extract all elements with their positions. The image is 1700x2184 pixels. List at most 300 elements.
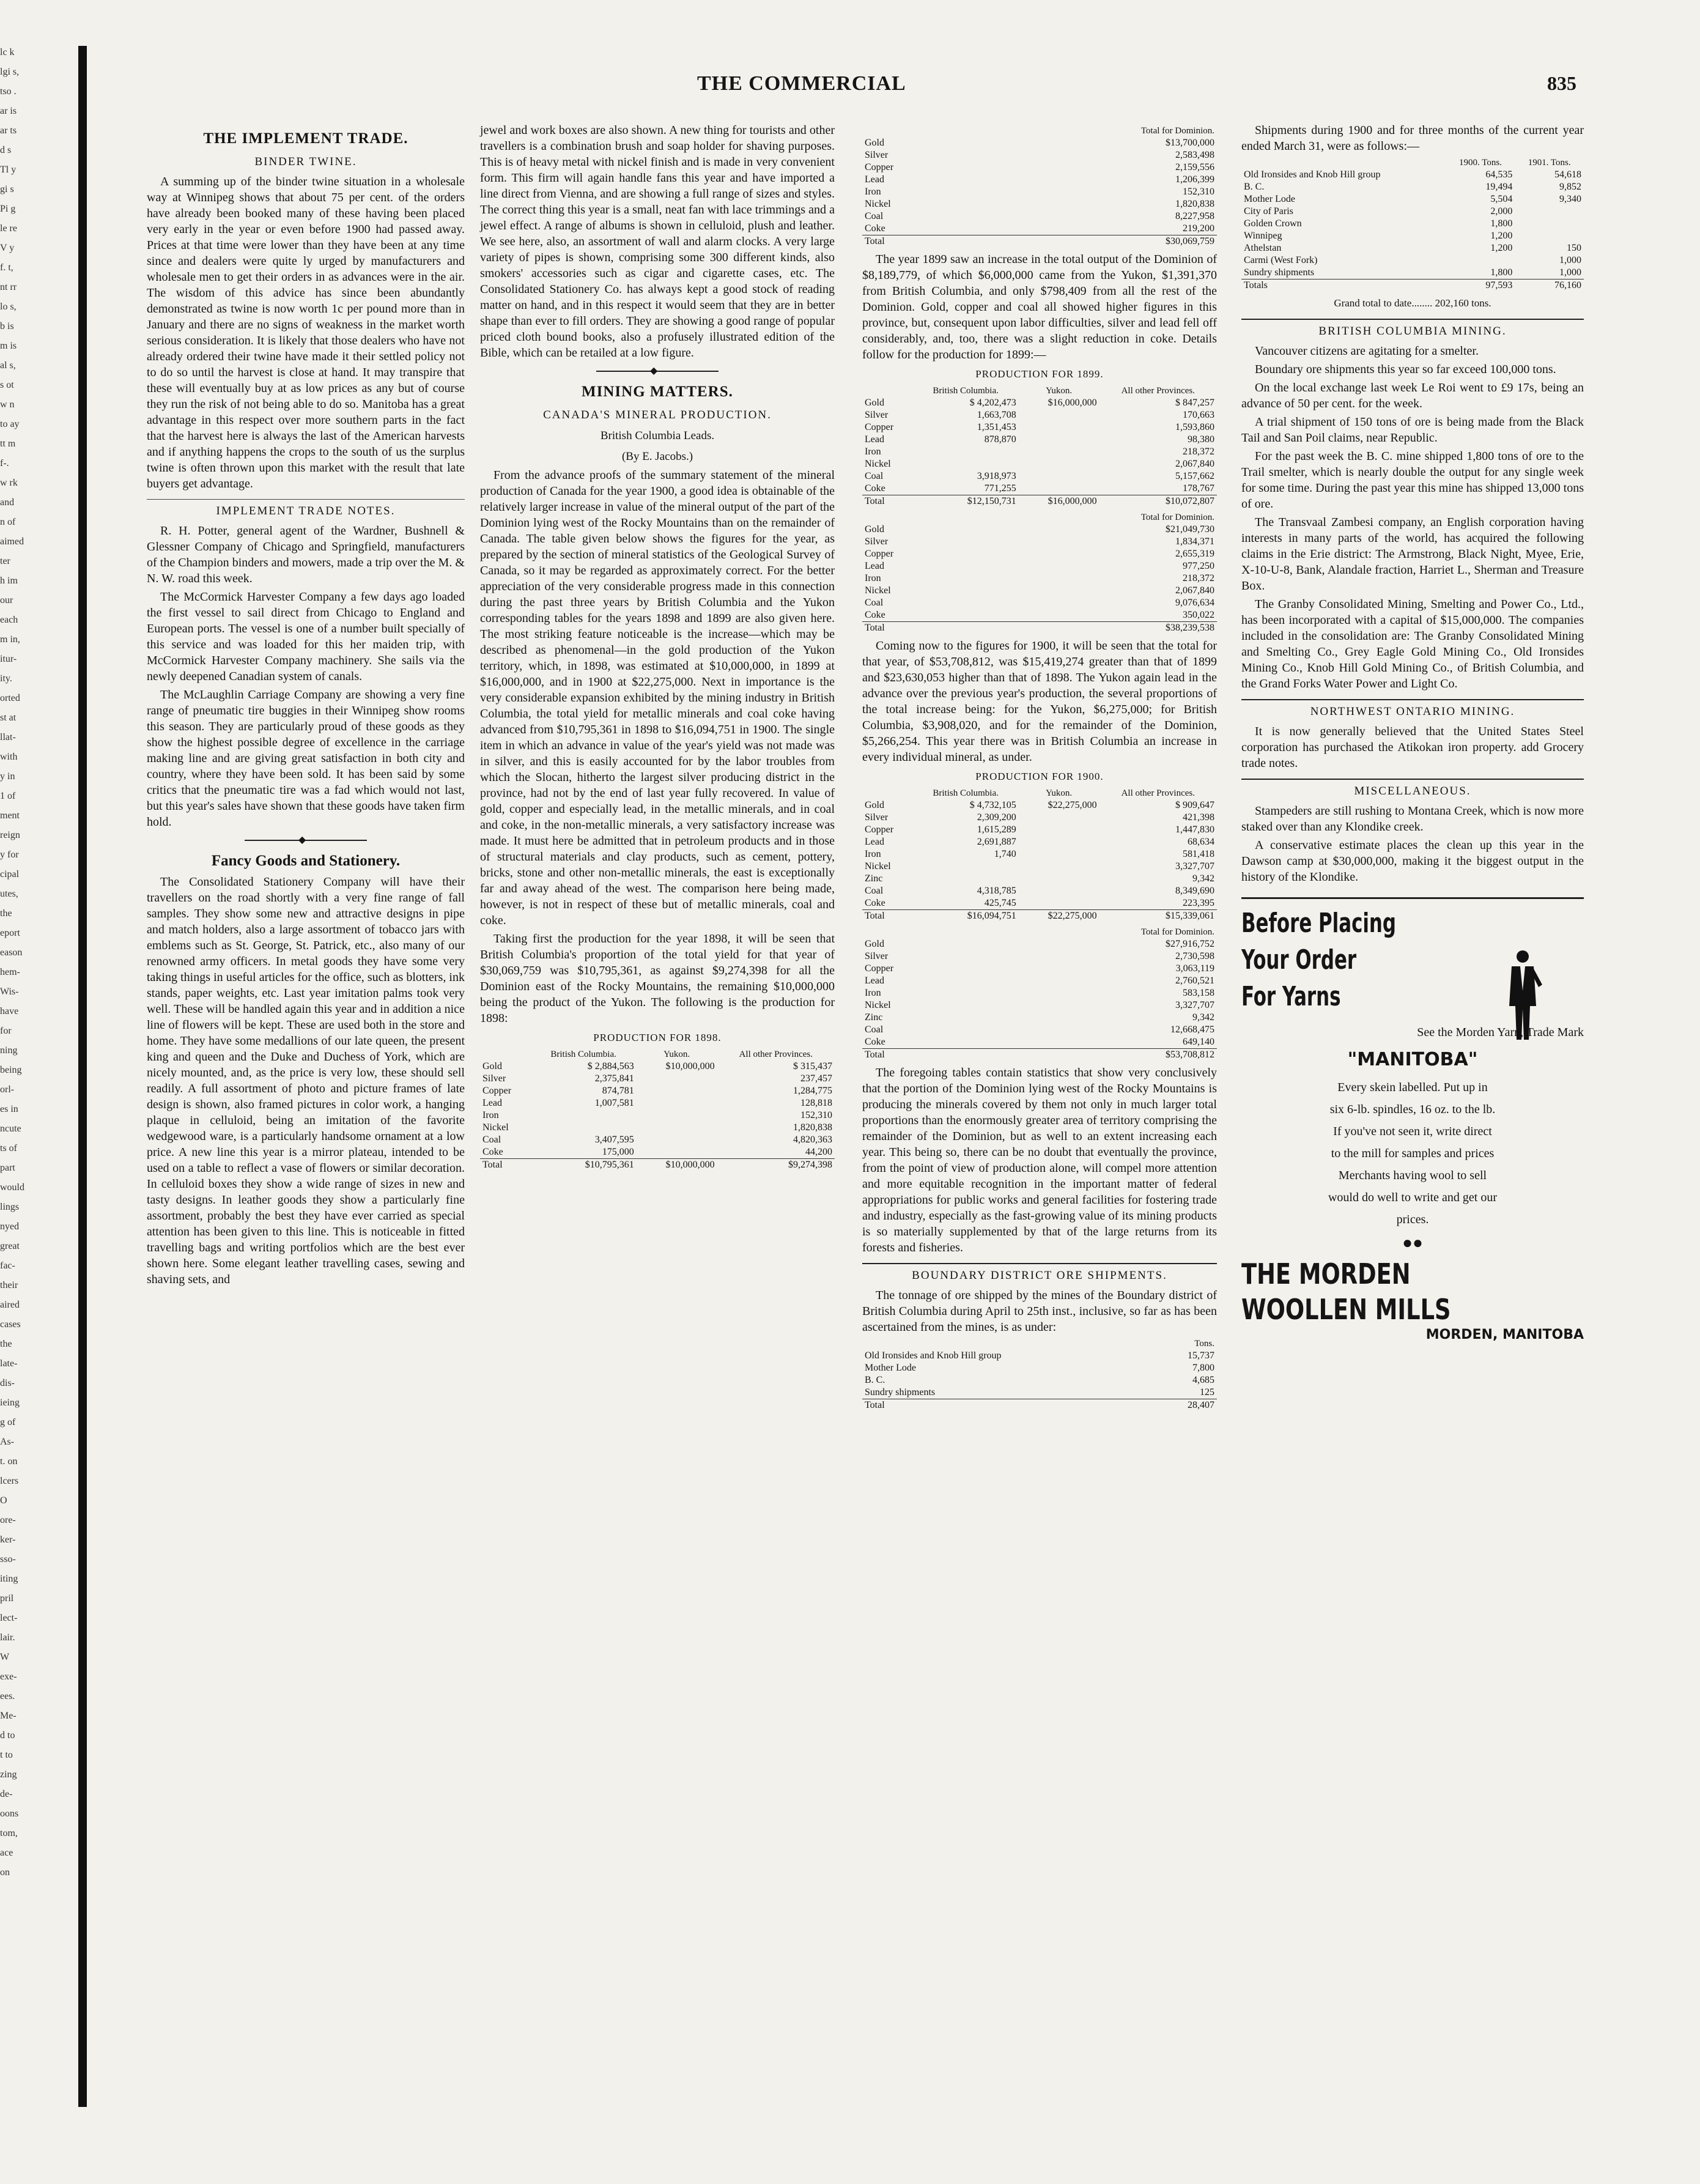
strip-fragment: 1 of — [0, 791, 16, 801]
strip-fragment: nyed — [0, 1221, 20, 1232]
ad-mill-name: WOOLLEN MILLS — [1241, 1293, 1451, 1326]
strip-fragment: ees. — [0, 1691, 15, 1701]
row-label: Silver — [865, 536, 889, 547]
row-label: Coal — [865, 886, 884, 896]
strip-fragment: lcers — [0, 1476, 19, 1486]
row-label: Total — [862, 235, 969, 248]
table-header-cell: Total for Dominion. — [1140, 927, 1214, 937]
table-cell: $30,069,759 — [969, 235, 1217, 248]
table-cell: 19,494 — [1485, 182, 1513, 192]
strip-fragment: lect- — [0, 1613, 18, 1623]
strip-fragment: al s, — [0, 360, 16, 371]
row-label: Nickel — [482, 1122, 509, 1133]
row-label: Silver — [865, 150, 889, 160]
strip-fragment: t to — [0, 1750, 13, 1760]
strip-fragment: lo s, — [0, 302, 17, 312]
table-row — [480, 1134, 835, 1146]
table-row — [862, 198, 1217, 210]
table-header-cell: Yukon. — [1046, 788, 1073, 798]
strip-fragment: ts of — [0, 1143, 17, 1153]
table-cell — [1019, 836, 1099, 848]
strip-fragment: lgi s, — [0, 67, 20, 77]
table-cell: 1,200 — [1490, 231, 1513, 241]
row-label: Old Ironsides and Knob Hill group — [1244, 169, 1381, 180]
table-row — [862, 186, 1217, 198]
strip-fragment: lings — [0, 1202, 20, 1212]
paragraph: Vancouver citizens are agitating for a smelter. — [1255, 344, 1479, 358]
table-cell — [637, 1122, 717, 1134]
strip-fragment: b is — [0, 321, 14, 331]
row-label: Mother Lode — [865, 1363, 916, 1373]
row-label: Lead — [865, 837, 884, 847]
table-cell: 152,310 — [1183, 187, 1214, 197]
row-label: Coal — [865, 471, 884, 481]
table-row — [862, 470, 1217, 483]
row-label: Lead — [865, 975, 884, 986]
paragraph: The Granby Consolidated Mining, Smelting and Power Co., Ltd., has been incorporated with a capital of $15,000,000. The companies included in the consolidation are: The Granby Consolidated Mining and Smelting Co., Grey Eagle Gold Mining Co., Old Ironsides Mining Co., Knob Hill Gold Mining Co., of British Columbia, and the Grand Forks Water Power and Light Co. — [1241, 598, 1584, 690]
table-cell: 4,820,363 — [793, 1135, 832, 1145]
strip-fragment: de- — [0, 1789, 13, 1799]
strip-fragment: As- — [0, 1437, 15, 1447]
row-label: B. C. — [865, 1375, 885, 1385]
ad-line: If you've not seen it, write direct — [1333, 1125, 1492, 1138]
row-label: Nickel — [865, 861, 891, 872]
ad-line: Every skein labelled. Put up in — [1337, 1081, 1488, 1094]
strip-fragment: w rk — [0, 478, 18, 488]
strip-fragment: es in — [0, 1104, 18, 1114]
table-cell: $10,072,807 — [1099, 495, 1217, 508]
paragraph: From the advance proofs of the summary statement of the mineral production of Canada for the year 1900, a good idea is obtainable of the relatively larger increase in value of the mineral output of the part of the Dominion lying west of the Rocky Mountains than on the remainder of Canada. The table given below shows the figures for the year, as prepared by the section of mineral statistics of the Geological Survey of Canada, so it may be regarded as approximately correct. For the better appreciation of the very considerable progress made in this connection during the past three years by British Columbia and the Yukon corresponding tables for the years 1898 and 1899 are also given here. The most striking feature noticeable is the increase—which may be described as phenomenal—in the gold production of the Yukon territory, which, in 1898, was estimated at $10,000,000, in 1899 at $16,000,000, and in 1900 at $22,275,000. Next in importance is the very considerable expansion exhibited by the mining industry in British Columbia, the total yield for metallic minerals and coal coke having advanced from $10,795,361 in 1898 to $16,094,751 in 1900. The single item in which an advance in value of the year's yield was not made was in silver, and this is easily accounted for by the labor troubles from which the Slocan, hitherto the largest silver producing district in the province, had not by the end of last year fully recovered. In value of gold, copper and especially lead, in the metallic minerals, and in coal and coke, in the non-metallic minerals, a very satisfactory increase was made. It must here be admitted that in petroleum products and in those of structural materials and clay products, such as cement, pottery, bricks, stone and other non-metallic minerals, the east is exceptionally far and away ahead of the west. The comparison here being made, however, is not in respect of these but of metallic minerals, coal and coke. — [480, 468, 835, 927]
strip-fragment: aired — [0, 1300, 20, 1310]
table-cell: 977,250 — [1183, 561, 1214, 571]
strip-fragment: y in — [0, 771, 15, 782]
strip-fragment: great — [0, 1241, 20, 1251]
table-cell: 237,457 — [800, 1073, 832, 1084]
table-cell: $13,700,000 — [1166, 138, 1214, 148]
table-cell: $27,916,752 — [1166, 939, 1214, 949]
table-row — [862, 836, 1217, 848]
byline: (By E. Jacobs.) — [621, 450, 693, 463]
row-label: Iron — [865, 573, 881, 583]
strip-fragment: late- — [0, 1358, 18, 1369]
row-label: Silver — [865, 812, 889, 823]
table-row — [862, 137, 1217, 149]
table-cell: $ 909,647 — [1175, 800, 1214, 810]
row-label: Gold — [865, 398, 884, 408]
row-label: Silver — [865, 951, 889, 961]
strip-fragment: ment — [0, 810, 20, 821]
table-cell — [637, 1097, 717, 1109]
dominion-total-1899 — [862, 511, 1217, 634]
dominion-total-1900 — [862, 926, 1217, 1061]
table-cell — [1515, 205, 1584, 218]
table-cell — [1019, 885, 1099, 897]
strip-fragment: tso . — [0, 86, 17, 97]
table-row — [862, 824, 1217, 836]
table-row — [1241, 181, 1584, 193]
strip-fragment: ore- — [0, 1515, 16, 1525]
paragraph: For the past week the B. C. mine shipped 1,800 tons of ore to the Trail smelter, which is nearly double the output for any single week for some time. During the past year this mine has shipped 13,000 tons of ore. — [1241, 450, 1584, 511]
table-cell: $ 2,884,563 — [587, 1061, 634, 1072]
table-cell: 178,767 — [1183, 483, 1214, 494]
strip-fragment: exe- — [0, 1671, 17, 1682]
table-cell: 8,349,690 — [1175, 886, 1214, 896]
table-cell: 425,745 — [984, 898, 1016, 908]
ad-trademark-line: See the Morden Yarn, Trade Mark — [1417, 1026, 1584, 1039]
table-cell: 649,140 — [1183, 1037, 1214, 1047]
table-cell: 2,000 — [1490, 206, 1513, 217]
table-cell — [637, 1134, 717, 1146]
row-label: Lead — [865, 174, 884, 185]
subheading: IMPLEMENT TRADE NOTES. — [147, 499, 465, 519]
table-cell — [637, 1085, 717, 1097]
row-label: Nickel — [865, 1000, 891, 1010]
row-label: Nickel — [865, 585, 891, 596]
strip-fragment: d to — [0, 1730, 15, 1741]
table-cell: 3,327,707 — [1175, 1000, 1214, 1010]
section-title: MINING MATTERS. — [582, 383, 733, 400]
table-cell: 223,395 — [1183, 898, 1214, 908]
strip-fragment: n of — [0, 517, 16, 527]
table-cell: 44,200 — [805, 1147, 832, 1157]
row-label: Lead — [865, 561, 884, 571]
production-table-1899 — [862, 385, 1217, 508]
table-row — [862, 572, 1217, 585]
paragraph: On the local exchange last week Le Roi went to £9 17s, being an advance of 50 per cent. for the week. — [1241, 381, 1584, 410]
table-cell: $ 315,437 — [793, 1061, 832, 1072]
table-row — [862, 210, 1217, 223]
ad-mill-name: THE MORDEN — [1241, 1257, 1411, 1290]
table-row — [862, 1399, 1217, 1412]
table-cell: 218,372 — [1183, 573, 1214, 583]
table-row — [862, 409, 1217, 421]
table-row — [862, 1362, 1217, 1374]
table-cell: 97,593 — [1446, 279, 1515, 292]
section-title: THE IMPLEMENT TRADE. — [203, 130, 408, 147]
table-cell: $22,275,000 — [1048, 800, 1097, 810]
table-row — [862, 1350, 1217, 1362]
row-label: Total — [862, 910, 913, 923]
table-cell — [637, 1146, 717, 1159]
left-page-fragment — [0, 43, 73, 2122]
table-row — [862, 999, 1217, 1012]
paragraph: R. H. Potter, general agent of the Wardner, Bushnell & Glessner Company of Chicago and Springfield, manufacturers of the Champion binders and mowers, made a trip over the M. & N. W. road this week. — [147, 524, 465, 585]
row-label: Total — [862, 1399, 1152, 1412]
strip-fragment: ity. — [0, 673, 12, 684]
row-label: Coke — [482, 1147, 503, 1157]
table-cell: $16,000,000 — [1019, 495, 1099, 508]
strip-fragment: ar is — [0, 106, 17, 116]
table-row — [480, 1122, 835, 1134]
table-cell: 1,820,838 — [1175, 199, 1214, 209]
paper-name: THE COMMERCIAL — [697, 72, 906, 95]
row-label: Total — [480, 1159, 531, 1172]
table-cell: 1,834,371 — [1175, 536, 1214, 547]
strip-fragment: W — [0, 1652, 10, 1662]
strip-fragment: ning — [0, 1045, 18, 1056]
table-cell — [1019, 824, 1099, 836]
row-label: Zinc — [865, 873, 883, 884]
table-cell: $38,239,538 — [969, 622, 1217, 635]
table-row — [862, 799, 1217, 812]
table-cell: 1,351,453 — [977, 422, 1016, 432]
row-label: Coal — [865, 211, 884, 221]
section-title: BRITISH COLUMBIA MINING. — [1241, 319, 1584, 339]
table-row — [1241, 279, 1584, 292]
table-row — [480, 1085, 835, 1097]
strip-fragment: Tl y — [0, 165, 17, 175]
row-label: Coke — [865, 223, 885, 234]
table-row — [480, 1146, 835, 1159]
table-row — [862, 812, 1217, 824]
table-cell: $ 847,257 — [1175, 398, 1214, 408]
morden-yarn-advertisement — [1241, 897, 1584, 1346]
table-cell: $10,795,361 — [531, 1159, 637, 1172]
row-label: Nickel — [865, 459, 891, 469]
strip-fragment: f-. — [0, 458, 9, 468]
table-cell: 54,618 — [1554, 169, 1581, 180]
row-label: Coke — [865, 1037, 885, 1047]
table-header-cell: British Columbia. — [933, 788, 999, 798]
table-cell — [1019, 446, 1099, 458]
row-label: City of Paris — [1244, 206, 1293, 217]
strip-fragment: t. on — [0, 1456, 18, 1467]
table-row — [480, 1159, 835, 1172]
strip-fragment: m is — [0, 341, 17, 351]
table-row — [862, 223, 1217, 235]
ad-line: Merchants having wool to sell — [1338, 1169, 1487, 1182]
table-row — [862, 1024, 1217, 1036]
strip-fragment: the — [0, 908, 12, 919]
table-cell: 9,076,634 — [1175, 598, 1214, 608]
row-label: Copper — [865, 162, 894, 172]
table-row — [480, 1061, 835, 1073]
strip-fragment: with — [0, 752, 18, 762]
strip-fragment: to ay — [0, 419, 20, 429]
table-row — [1241, 193, 1584, 205]
table-cell — [637, 1109, 717, 1122]
strip-fragment: O — [0, 1495, 7, 1506]
row-label: Gold — [865, 939, 884, 949]
ad-line: prices. — [1396, 1213, 1429, 1226]
table-cell: 9,340 — [1559, 194, 1581, 204]
strip-fragment: lc k — [0, 47, 15, 57]
strip-fragment: dis- — [0, 1378, 15, 1388]
table-row — [862, 560, 1217, 572]
table-row — [862, 174, 1217, 186]
row-label: Coal — [865, 598, 884, 608]
paragraph: A summing up of the binder twine situation in a wholesale way at Winnipeg shows that about 75 per cent. of the orders have already been booked many of these having been placed very early in the year or even before 1900 had passed away. Prices at that time were lower than they have been at any time since and dealers were quite ly urged by manufacturers and wholesale men to get their orders in as advances were in the air. The wisdom of this advice has since been abundantly demonstrated as twine is now worth 1c per pound more than in January and there are no signs of weakness in the market worth serious consideration. It is likely that those dealers who have not already ordered their twine have made it their settled policy not to do so until the harvest is close at hand. It may transpire that these will eventually buy at as low prices as any but of course they run the risk of not being able to do so. Manitoba has a great advantage in this respect over more southern parts in the fact that the harvest here is always the last of the American harvests and if anything happens the crops to the south of us the surplus twine is often thrown upon this market with the result that late buyers get advantage. — [147, 175, 465, 490]
table-cell — [531, 1122, 637, 1134]
table-cell: 1,615,289 — [977, 824, 1016, 835]
strip-fragment: d s — [0, 145, 12, 155]
strip-fragment: each — [0, 615, 18, 625]
table-title: PRODUCTION FOR 1898. — [593, 1032, 722, 1043]
row-label: Total — [862, 622, 969, 635]
table-cell: 9,852 — [1559, 182, 1581, 192]
table-header-cell: 1900. Tons. — [1459, 158, 1502, 168]
strip-fragment: zing — [0, 1769, 17, 1780]
table-cell: 3,327,707 — [1175, 861, 1214, 872]
table-cell: 421,398 — [1183, 812, 1214, 823]
strip-fragment: Wis- — [0, 987, 19, 997]
ad-line: six 6-lb. spindles, 16 oz. to the lb. — [1329, 1103, 1496, 1116]
table-cell — [1019, 421, 1099, 434]
table-cell — [1019, 848, 1099, 861]
strip-fragment: ar ts — [0, 125, 17, 136]
table-cell: 1,000 — [1559, 255, 1581, 265]
row-label: Athelstan — [1244, 243, 1282, 253]
table-cell: 1,007,581 — [594, 1098, 634, 1108]
table-header-cell: Total for Dominion. — [1140, 513, 1214, 522]
table-row — [480, 1073, 835, 1085]
row-label: Total — [862, 495, 913, 508]
row-label: Gold — [865, 800, 884, 810]
column-3 — [862, 122, 1217, 1415]
table-cell: 9,342 — [1192, 1012, 1214, 1023]
strip-fragment: utes, — [0, 889, 18, 899]
table-cell: 1,206,399 — [1175, 174, 1214, 185]
table-cell: 150 — [1567, 243, 1581, 253]
table-cell: 218,372 — [1183, 446, 1214, 457]
strip-fragment: orl- — [0, 1084, 15, 1095]
strip-fragment: w n — [0, 399, 15, 410]
table-cell: 170,663 — [1183, 410, 1214, 420]
strip-fragment: pril — [0, 1593, 14, 1604]
table-cell: $10,000,000 — [637, 1159, 717, 1172]
table-row — [862, 585, 1217, 597]
strip-fragment: tom, — [0, 1828, 18, 1838]
row-label: Coke — [865, 898, 885, 908]
paragraph: Taking first the production for the year 1898, it will be seen that British Columbia's proportion of the total yield for that year of $30,069,759 was $10,795,361, as against $9,274,398 for all the Dominion east of the Rocky Mountains, the remaining $10,000,000 being the product of the Yukon. The following is the production for 1898: — [480, 932, 835, 1025]
row-label: Copper — [865, 549, 894, 559]
table-cell: 128,818 — [800, 1098, 832, 1108]
ad-place: MORDEN, MANITOBA — [1425, 1327, 1584, 1342]
table-cell — [531, 1109, 637, 1122]
table-row — [862, 861, 1217, 873]
table-cell: 7,800 — [1192, 1363, 1214, 1373]
table-cell: 76,160 — [1515, 279, 1584, 292]
strip-fragment: would — [0, 1182, 24, 1193]
table-row — [862, 597, 1217, 609]
table-row — [480, 1109, 835, 1122]
table-cell: 8,227,958 — [1175, 211, 1214, 221]
table-cell: 350,022 — [1183, 610, 1214, 620]
strip-fragment: eport — [0, 928, 20, 938]
table-cell: 2,067,840 — [1175, 459, 1214, 469]
strip-fragment: llat- — [0, 732, 16, 742]
table-header-cell: Tons. — [1194, 1339, 1214, 1349]
table-cell: $ 4,732,105 — [969, 800, 1016, 810]
table-row — [862, 963, 1217, 975]
table-cell — [1019, 470, 1099, 483]
section-title: NORTHWEST ONTARIO MINING. — [1241, 699, 1584, 720]
row-label: Total — [862, 1049, 969, 1062]
paragraph: A conservative estimate places the clean up this year in the Dawson camp at $30,000,000, making it the biggest output in the history of the Klondike. — [1241, 838, 1584, 884]
table-cell: 2,375,841 — [594, 1073, 634, 1084]
table-cell: 28,407 — [1152, 1399, 1217, 1412]
column-4 — [1241, 122, 1584, 1346]
row-label: Silver — [482, 1073, 506, 1084]
strip-fragment: V y — [0, 243, 15, 253]
table-cell: 152,310 — [800, 1110, 832, 1120]
table-cell — [1019, 897, 1099, 910]
row-label: Copper — [865, 963, 894, 974]
strip-fragment: sso- — [0, 1554, 16, 1564]
table-cell: 1,200 — [1490, 243, 1513, 253]
table-cell: 583,158 — [1183, 988, 1214, 998]
strip-fragment: g of — [0, 1417, 16, 1427]
table-row — [862, 235, 1217, 248]
table-cell: $53,708,812 — [969, 1049, 1217, 1062]
strip-fragment: ace — [0, 1848, 13, 1858]
paragraph: jewel and work boxes are also shown. A new thing for tourists and other travellers is a combination brush and soap holder for shaving purposes. This is of heavy metal with nickel finish and is made in very convenient form. This firm will again handle fans this year and have imported a line direct from Vienna, and are showing a full range of sizes and styles. The correct thing this year is a small, neat fan with lace trimmings and a jewel effect. A range of albums is shown in celluloid, plush and leather. We see here, also, an assortment of wall and alarm clocks. A very large variety of pipes is shown, comprising some 300 different kinds, also smokers' accessories such as cigar and cigarette cases, etc. The Consolidated Stationery Co. has always kept a good stock of reading matter on hand, and in this respect it would seem that they are in better shape than ever to fill orders. They are showing a good range of popular priced cloth bound books, also a profusely illustrated edition of the Bible, which can be retailed at a low figure. — [480, 124, 835, 360]
row-label: Lead — [865, 434, 884, 445]
table-row — [1241, 218, 1584, 230]
table-cell: 2,583,498 — [1175, 150, 1214, 160]
table-row — [1241, 267, 1584, 279]
page-binding-edge — [78, 46, 87, 2107]
table-cell — [1019, 483, 1099, 495]
row-label: B. C. — [1244, 182, 1265, 192]
row-label: Coal — [482, 1135, 501, 1145]
strip-fragment: part — [0, 1163, 15, 1173]
table-header-cell — [480, 1048, 531, 1061]
column-1 — [147, 122, 465, 1290]
strip-fragment: itur- — [0, 654, 17, 664]
table-header-cell: All other Provinces. — [739, 1049, 813, 1059]
strip-fragment: ieing — [0, 1397, 20, 1408]
ornament-icon: ●● — [1402, 1234, 1423, 1253]
row-label: Coal — [865, 1024, 884, 1035]
ad-line: would do well to write and get our — [1328, 1191, 1498, 1204]
table-row — [1241, 254, 1584, 267]
table-cell — [1019, 861, 1099, 873]
row-label: Old Ironsides and Knob Hill group — [865, 1350, 1002, 1361]
table-cell: 3,063,119 — [1175, 963, 1214, 974]
table-row — [862, 1049, 1217, 1062]
man-figure-icon — [1498, 948, 1547, 1046]
row-label: Iron — [865, 187, 881, 197]
strip-fragment: fac- — [0, 1260, 15, 1271]
section-title: BOUNDARY DISTRICT ORE SHIPMENTS. — [862, 1263, 1217, 1284]
strip-fragment: ter — [0, 556, 10, 566]
table-row — [862, 483, 1217, 495]
table-title: PRODUCTION FOR 1900. — [975, 771, 1104, 782]
table-cell: 2,655,319 — [1175, 549, 1214, 559]
table-row — [862, 1374, 1217, 1386]
table-cell — [1446, 254, 1515, 267]
row-label: Nickel — [865, 199, 891, 209]
table-cell: 771,255 — [984, 483, 1016, 494]
table-cell: 219,200 — [1183, 223, 1214, 234]
dominion-total-1898 — [862, 125, 1217, 248]
row-label: Copper — [482, 1086, 512, 1096]
table-row — [480, 1097, 835, 1109]
paragraph: Shipments during 1900 and for three months of the current year ended March 31, were as follows:— — [1241, 124, 1584, 153]
row-label: Sundry shipments — [1244, 267, 1315, 278]
table-cell — [1019, 812, 1099, 824]
ad-headline: Your Order — [1241, 944, 1357, 975]
table-cell — [1019, 873, 1099, 885]
table-cell — [1515, 230, 1584, 242]
row-label: Carmi (West Fork) — [1244, 255, 1318, 265]
paragraph: The McCormick Harvester Company a few days ago loaded the first vessel to sail direct from Chicago to England and European ports. The vessel is one of a number built specially of this service and was loaded for this her maiden trip, with McCormick Harvester Company machinery. She sails via the newly deepened Canadian system of canals. — [147, 590, 465, 683]
table-row — [862, 536, 1217, 548]
table-cell — [1515, 218, 1584, 230]
ad-brand: "MANITOBA" — [1347, 1049, 1478, 1070]
table-cell: 2,691,887 — [977, 837, 1016, 847]
